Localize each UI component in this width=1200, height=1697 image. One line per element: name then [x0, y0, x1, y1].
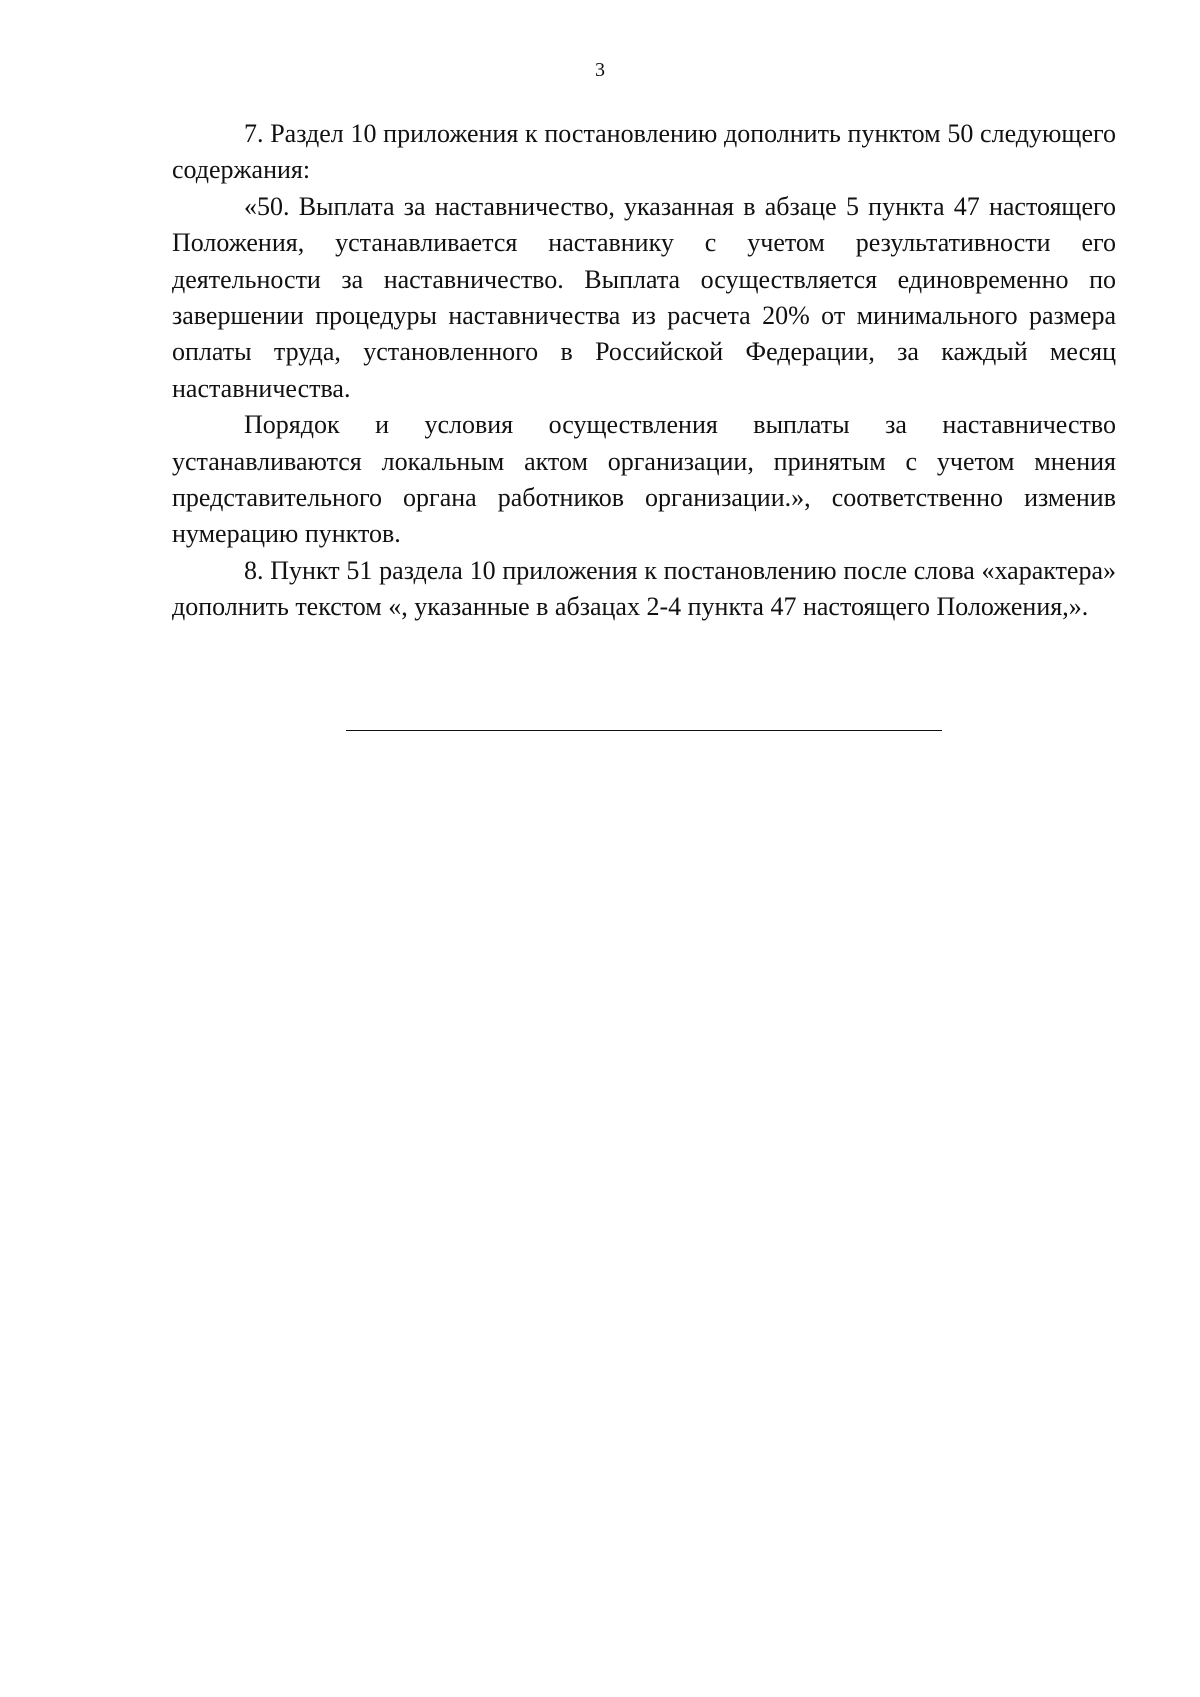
end-divider-line: [346, 730, 942, 731]
paragraph-procedure: Порядок и условия осуществления выплаты за наставничество устанавливаются локальным актом организации, принятым с учетом мнения представительного органа работников организации.», соответственно изменив нумерацию пунктов.: [172, 410, 1116, 549]
paragraph-item-8: 8. Пункт 51 раздела 10 приложения к постановлению после слова «характера» дополнить текстом «, указанные в абзацах 2-4 пункта 47 настоящего Положения,».: [172, 555, 1116, 622]
paragraph-item-50: «50. Выплата за наставничество, указанная в абзаце 5 пункта 47 настоящего Положения, устанавливается наставнику с учетом результативности его деятельности за наставничество. Выплата осуществляется единовременно по завершении процедуры наставничества из расчета 20% от минимального размера оплаты труда, установленного в Российской Федерации, за каждый месяц наставничества.: [172, 191, 1116, 403]
paragraph-item-7: 7. Раздел 10 приложения к постановлению дополнить пунктом 50 следующего содержания:: [172, 119, 1116, 185]
document-body: [172, 116, 1116, 626]
page-number: 3: [595, 59, 605, 81]
